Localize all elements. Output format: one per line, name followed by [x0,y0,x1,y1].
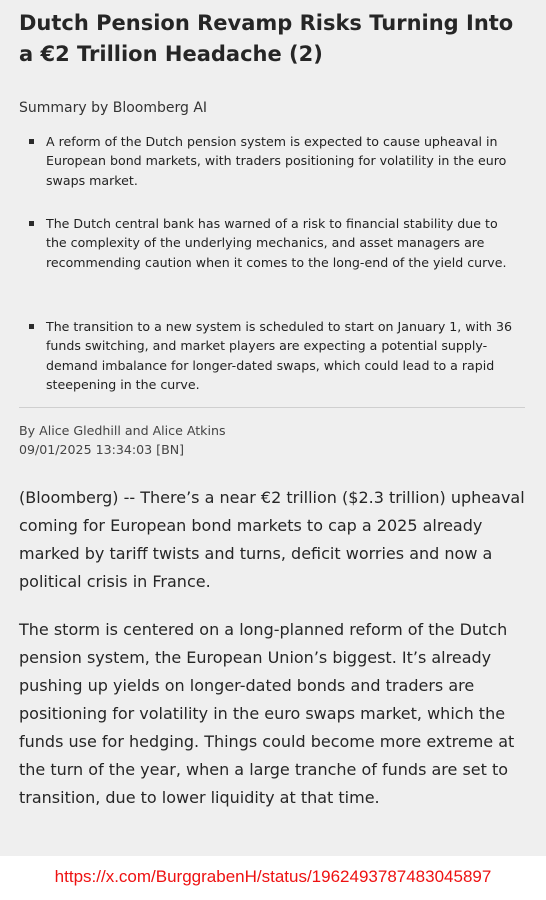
summary-bullet-text: The Dutch central bank has warned of a risk to financial stability due to the complexity of the underlying mechanics, and asset managers are recommending caution when it comes to the long-end of the yield curve. [46,216,507,270]
bullet-square-icon [29,221,34,226]
summary-label: Summary by Bloomberg AI [19,100,208,116]
summary-bullet-text: A reform of the Dutch pension system is expected to cause upheaval in European bond markets, with traders positioning for volatility in the euro swaps market. [46,134,507,188]
article-paragraph: (Bloomberg) -- There’s a near €2 trillion ($2.3 trillion) upheaval coming for European bond markets to cap a 2025 already marked by tariff twists and turns, deficit worries and now a political crisis in France. [19,488,525,591]
bullet-square-icon [29,324,34,329]
article-paragraph: The storm is centered on a long-planned reform of the Dutch pension system, the European Union’s biggest. It’s already pushing up yields on longer-dated bonds and traders are positioning for volatility in the euro swaps market, which the funds use for hedging. Things could become more extreme at the turn of the year, when a large tranche of funds are set to transition, due to lower liquidity at that time. [19,620,515,807]
source-link[interactable]: https://x.com/BurggrabenH/status/1962493787483045897 [54,867,492,886]
article-headline: Dutch Pension Revamp Risks Turning Into a €2 Trillion Headache (2) [19,11,514,66]
article-timestamp: 09/01/2025 13:34:03 [BN] [19,442,185,457]
bullet-square-icon [29,139,34,144]
article-byline: By Alice Gledhill and Alice Atkins [19,423,226,438]
summary-divider [19,407,525,408]
summary-bullet-text: The transition to a new system is scheduled to start on January 1, with 36 funds switching, and market players are expecting a potential supply-demand imbalance for longer-dated swaps, which could lead to a rapid steepening in the curve. [46,319,513,392]
